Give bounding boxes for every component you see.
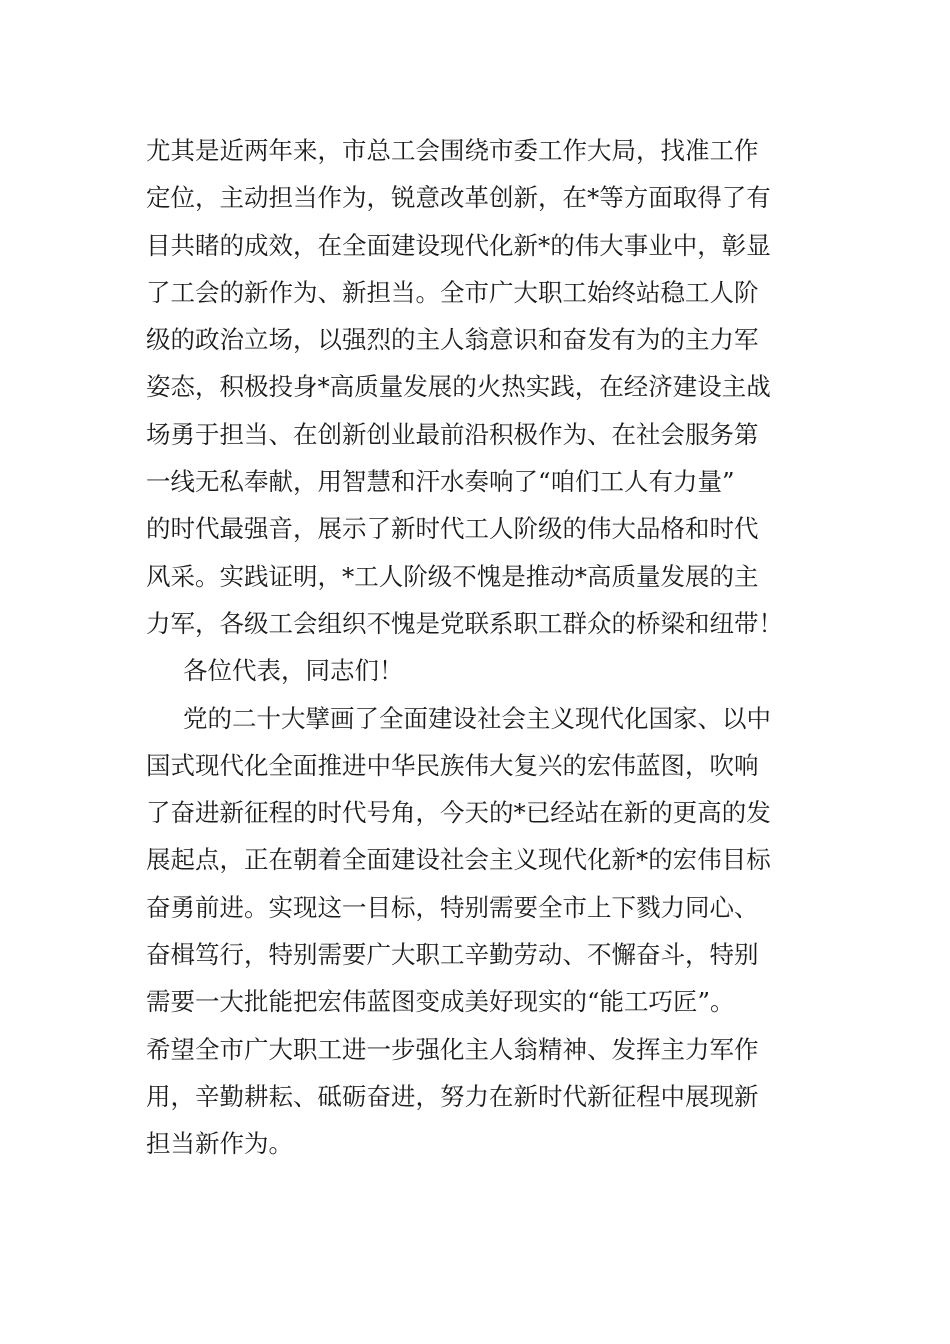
text-line: 担当新作为。: [146, 1129, 293, 1159]
text-line: 党的二十大擘画了全面建设社会主义现代化国家、以中: [183, 703, 771, 733]
text-line: 定位，主动担当作为，锐意改革创新，在*等方面取得了有: [146, 183, 771, 213]
text-line: 力军，各级工会组织不愧是党联系职工群众的桥梁和纽带！: [146, 608, 783, 638]
text-line: 各位代表，同志们！: [183, 656, 404, 686]
text-line: 级的政治立场，以强烈的主人翁意识和奋发有为的主力军: [146, 325, 759, 355]
body-text: [146, 127, 806, 1168]
text-line: 展起点，正在朝着全面建设社会主义现代化新*的宏伟目标: [146, 845, 771, 875]
text-line: 需要一大批能把宏伟蓝图变成美好现实的“能工巧匠”。: [146, 987, 735, 1017]
text-line: 场勇于担当、在创新创业最前沿积极作为、在社会服务第: [146, 419, 759, 449]
text-line: 用，辛勤耕耘、砥砺奋进，努力在新时代新征程中展现新: [146, 1081, 759, 1111]
text-line: 国式现代化全面推进中华民族伟大复兴的宏伟蓝图，吹响: [146, 750, 759, 780]
text-line: 奋楫笃行，特别需要广大职工辛勤劳动、不懈奋斗，特别: [146, 940, 759, 970]
text-line: 一线无私奉献，用智慧和汗水奏响了“咱们工人有力量”: [146, 467, 735, 497]
text-line: 风采。实践证明，*工人阶级不愧是推动*高质量发展的主: [146, 561, 759, 591]
text-line: 的时代最强音，展示了新时代工人阶级的伟大品格和时代: [146, 514, 759, 544]
text-line: 尤其是近两年来，市总工会围绕市委工作大局，找准工作: [146, 136, 759, 165]
text-line: 了奋进新征程的时代号角，今天的*已经站在新的更高的发: [146, 798, 771, 828]
text-line: 奋勇前进。实现这一目标，特别需要全市上下戮力同心、: [146, 892, 759, 922]
text-line: 姿态，积极投身*高质量发展的火热实践，在经济建设主战: [146, 372, 771, 402]
text-line: 目共睹的成效，在全面建设现代化新*的伟大事业中，彰显: [146, 230, 771, 260]
text-line: 希望全市广大职工进一步强化主人翁精神、发挥主力军作: [146, 1034, 759, 1064]
text-line: 了工会的新作为、新担当。全市广大职工始终站稳工人阶: [146, 277, 759, 307]
